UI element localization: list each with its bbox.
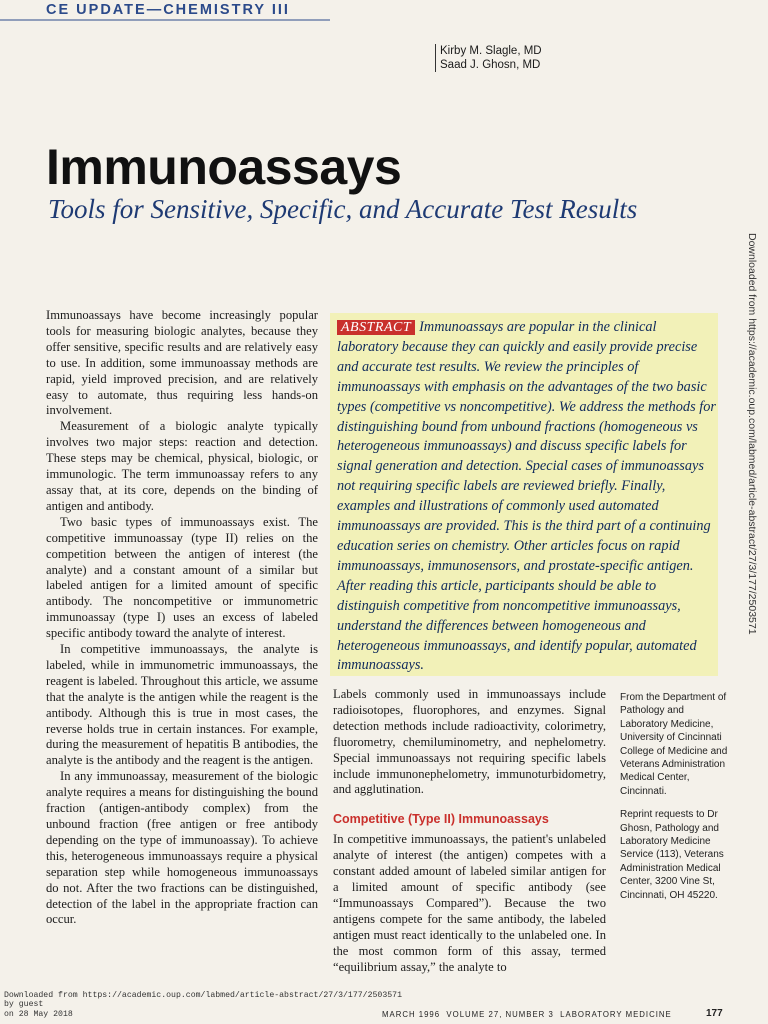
download-note [4,991,402,1019]
abstract-text: Immunoassays are popular in the clinical laboratory because they can quickly and easily provide precise and accurate test results. We review the principles of immunoassays with emphasis on the advantages of the two basic types (competitive vs noncompetitive). We address the methods for distinguishing bound from unbound fractions (homogeneous vs heterogeneous immunoassays) and discuss specific labels for signal generation and detection. Special cases of immunoassays not requiring specific labels are reviewed briefly. Finally, examples and illustrations of commonly used automated immunoassays are provided. This is the third part of a continuing education series on chemistry. Other articles focus on rapid immunoassays, immunosensors, and prostate-specific antigen. After reading this article, participants should be able to distinguish competitive from noncompetitive immunoassays, understand the differences between homogeneous and heterogeneous immunoassays, and identify popular, automated immunoassays. [337,319,716,674]
affiliation-note: From the Department of Pathology and Laboratory Medicine, University of Cincinnati College of Medicine and Veterans Administration Medical Center, Cincinnati. [620,692,728,797]
abstract [337,318,719,676]
download-note-line: by guest [4,1000,44,1010]
reprint-note: Reprint requests to Dr Ghosn, Pathology and Laboratory Medicine Service (113), Veterans Administration Medical Center, 3200 Vine St, Cincinnati, OH 45220. [620,809,724,901]
body-paragraph: Two basic types of immunoassays exist. The competitive immunoassay (type II) relies on the competition between the antigen of interest (the analyte) and a constant amount of a similar but labeled antigen for a limited amount of specific antibody. The noncompetitive or immunometric immunoassay (type I) uses an excess of labeled specific antibody toward the analyte of interest. [46,514,318,641]
affiliation-sidebar [620,691,730,912]
article-subtitle: Tools for Sensitive, Specific, and Accurate Test Results [48,194,638,224]
download-watermark: Downloaded from https://academic.oup.com/labmed/article-abstract/27/3/177/2503571 [746,233,758,635]
middle-text-column [333,687,606,975]
author-list [435,44,542,72]
page-number: 177 [706,1008,723,1019]
author-name: Saad J. Ghosn, MD [440,59,541,71]
left-text-column [46,308,318,928]
body-paragraph: In competitive immunoassays, the patient's unlabeled analyte of interest (the antigen) competes with a constant added amount of labeled similar antigen for a limited amount of specific antibody (see “Immunoassays Compared”). Because the two antigens compete for the same antibody, the labeled antigen must react identically to the unlabeled one. In the most common form of this assay, termed “equilibrium assay,” the analyte to [333,832,606,974]
download-note-line: Downloaded from https://academic.oup.com/labmed/article-abstract/27/3/177/2503571 [4,991,402,1000]
section-title: CE UPDATE—CHEMISTRY III [46,2,290,18]
body-paragraph: Measurement of a biologic analyte typically involves two major steps: reaction and detection. These steps may be chemical, physical, biologic, or immunologic. The term immunoassay refers to any assay that, at its core, depends on the binding of antigen and antibody. [46,419,318,513]
journal-footer: MARCH 1996 VOLUME 27, NUMBER 3 LABORATORY MEDICINE [382,1010,672,1019]
article-title: Immunoassays [46,139,402,195]
abstract-label: ABSTRACT [337,320,415,335]
body-paragraph: In any immunoassay, measurement of the biologic analyte requires a means for distinguishing the bound fraction (antigen-antibody complex) from the unbound fraction (free antigen or free antibody depending on the type of immunoassay). To achieve this, heterogeneous immunoassays require a physical separation step while homogeneous immunoassays do not. After the two fractions can be distinguished, detection of the label in the appropriate fraction can occur. [46,769,318,927]
body-paragraph: Immunoassays have become increasingly popular tools for measuring biologic analytes, because they offer sensitive, specific results and are relatively easy to use. In addition, some immunoassay methods are rapid, yield improved precision, and are relatively easy to automate, thus requiring less hands-on involvement. [46,308,318,418]
body-paragraph: Labels commonly used in immunoassays include radioisotopes, fluorophores, and enzymes. Signal detection methods include radioactivity, colorimetry, fluorometry, chemiluminometry, and nephelometry. Special immunoassays not requiring specific labels include immunonephelometry, immunoturbidometry, and agglutination. [333,687,606,797]
body-paragraph: In competitive immunoassays, the analyte is labeled, while in immunometric immunoassays, the reagent is labeled. Throughout this article, we assume that the analyte is the antigen while the reagent is the antibody. Although this is true in most cases, the reverse holds true in certain instances. For example, during the measurement of hepatitis B antibodies, the analyte is the antibody and the reagent is the antigen. [46,642,318,768]
section-heading: Competitive (Type II) Immunoassays [333,812,549,827]
author-name: Kirby M. Slagle, MD [440,45,542,57]
download-note-line: on 28 May 2018 [4,1009,73,1019]
